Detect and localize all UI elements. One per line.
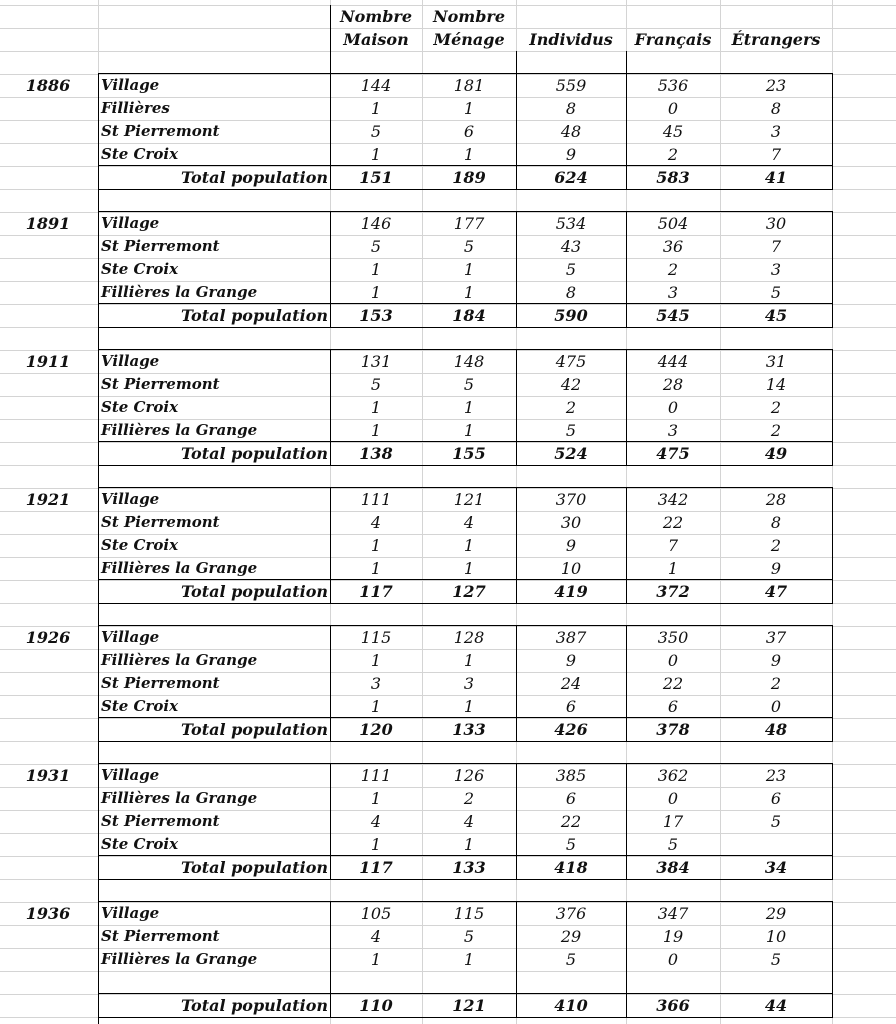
cell-francais[interactable]: 6 [667, 697, 679, 716]
total-etrangers[interactable]: 44 [764, 996, 788, 1015]
total-etrangers[interactable]: 41 [764, 168, 788, 187]
cell-maison[interactable]: 4 [370, 927, 382, 946]
table-row [0, 626, 896, 649]
cell-francais[interactable]: 444 [657, 352, 689, 371]
cell-etrangers[interactable]: 8 [770, 513, 782, 532]
header-menage-line2[interactable]: Ménage [433, 30, 505, 49]
cell-menage[interactable]: 148 [453, 352, 485, 371]
cell-individus[interactable]: 5 [565, 260, 577, 279]
total-etrangers[interactable]: 48 [764, 720, 788, 739]
cell-individus[interactable]: 43 [560, 237, 582, 256]
place-name[interactable]: Village [101, 628, 160, 646]
cell-menage[interactable]: 115 [453, 904, 485, 923]
total-individus[interactable]: 410 [554, 996, 588, 1015]
cell-individus[interactable]: 370 [555, 490, 587, 509]
cell-maison[interactable]: 1 [370, 145, 382, 164]
cell-individus[interactable]: 5 [565, 835, 577, 854]
total-row [0, 442, 896, 465]
place-name[interactable]: Village [101, 766, 160, 784]
cell-individus[interactable]: 10 [560, 559, 582, 578]
cell-maison[interactable]: 115 [360, 628, 392, 647]
total-francais[interactable]: 378 [656, 720, 690, 739]
table-row [0, 948, 896, 971]
cell-etrangers[interactable]: 8 [770, 99, 782, 118]
cell-francais[interactable]: 347 [657, 904, 689, 923]
cell-maison[interactable]: 1 [370, 697, 382, 716]
cell-francais[interactable]: 19 [662, 927, 684, 946]
cell-individus[interactable]: 22 [560, 812, 582, 831]
total-row [0, 166, 896, 189]
cell-etrangers[interactable]: 14 [765, 375, 787, 394]
cell-menage[interactable]: 4 [463, 513, 475, 532]
cell-individus[interactable]: 8 [565, 283, 577, 302]
total-row [0, 580, 896, 603]
cell-francais[interactable]: 45 [662, 122, 684, 141]
total-maison[interactable]: 110 [359, 996, 393, 1015]
total-menage[interactable]: 121 [452, 996, 486, 1015]
cell-individus[interactable]: 48 [560, 122, 582, 141]
total-menage[interactable]: 133 [452, 858, 486, 877]
place-name[interactable]: Ste Croix [101, 697, 179, 715]
cell-maison[interactable]: 4 [370, 513, 382, 532]
cell-francais[interactable]: 1 [667, 559, 679, 578]
place-name[interactable]: Village [101, 490, 160, 508]
cell-etrangers[interactable]: 6 [770, 789, 782, 808]
cell-francais[interactable]: 22 [662, 674, 684, 693]
cell-francais[interactable]: 342 [657, 490, 689, 509]
total-menage[interactable]: 189 [452, 168, 486, 187]
total-row [0, 994, 896, 1017]
table-row [0, 672, 896, 695]
table-row [0, 810, 896, 833]
cell-individus[interactable]: 534 [555, 214, 587, 233]
cell-etrangers[interactable]: 23 [765, 766, 787, 785]
cell-etrangers[interactable]: 0 [770, 697, 782, 716]
place-name[interactable]: Ste Croix [101, 260, 179, 278]
year-label[interactable]: 1931 [25, 766, 71, 785]
cell-etrangers[interactable]: 3 [770, 122, 782, 141]
cell-maison[interactable]: 5 [370, 122, 382, 141]
place-name[interactable]: St Pierremont [101, 122, 220, 140]
cell-maison[interactable]: 4 [370, 812, 382, 831]
total-individus[interactable]: 418 [554, 858, 588, 877]
total-individus[interactable]: 426 [554, 720, 588, 739]
total-label[interactable]: Total population [180, 858, 328, 877]
cell-individus[interactable]: 6 [565, 697, 577, 716]
place-name[interactable]: St Pierremont [101, 513, 220, 531]
cell-menage[interactable]: 5 [463, 375, 475, 394]
block-border-bottom [98, 603, 832, 604]
cell-maison[interactable]: 1 [370, 950, 382, 969]
cell-individus[interactable]: 475 [555, 352, 587, 371]
cell-individus[interactable]: 6 [565, 789, 577, 808]
cell-individus[interactable]: 5 [565, 950, 577, 969]
cell-menage[interactable]: 1 [463, 697, 475, 716]
cell-maison[interactable]: 5 [370, 237, 382, 256]
year-label[interactable]: 1926 [25, 628, 71, 647]
cell-francais[interactable]: 28 [662, 375, 684, 394]
place-name[interactable]: Village [101, 352, 160, 370]
block-border-bottom [98, 465, 832, 466]
place-name[interactable]: Fillières la Grange [101, 950, 258, 968]
table-row [0, 120, 896, 143]
cell-francais[interactable]: 2 [667, 145, 679, 164]
table-row [0, 833, 896, 856]
table-row [0, 97, 896, 120]
cell-individus[interactable]: 42 [560, 375, 582, 394]
total-francais[interactable]: 384 [656, 858, 690, 877]
cell-etrangers[interactable]: 31 [765, 352, 787, 371]
block-border-bottom [98, 1017, 832, 1018]
cell-francais[interactable]: 0 [667, 99, 679, 118]
header-border-vertical [516, 51, 517, 74]
cell-francais[interactable]: 0 [667, 651, 679, 670]
cell-menage[interactable]: 181 [453, 76, 485, 95]
cell-etrangers[interactable]: 9 [770, 559, 782, 578]
cell-menage[interactable]: 1 [463, 99, 475, 118]
cell-francais[interactable]: 0 [667, 950, 679, 969]
total-etrangers[interactable]: 34 [764, 858, 788, 877]
place-name[interactable]: Ste Croix [101, 536, 179, 554]
cell-francais[interactable]: 504 [657, 214, 689, 233]
cell-etrangers[interactable]: 28 [765, 490, 787, 509]
year-label[interactable]: 1911 [25, 352, 71, 371]
table-row [0, 534, 896, 557]
cell-menage[interactable]: 1 [463, 260, 475, 279]
header-individus[interactable]: Individus [529, 30, 613, 49]
total-individus[interactable]: 590 [554, 306, 588, 325]
place-name[interactable]: Fillières [101, 99, 170, 117]
table-row [0, 695, 896, 718]
cell-etrangers[interactable]: 5 [770, 812, 782, 831]
table-row [0, 902, 896, 925]
total-row [0, 304, 896, 327]
cell-menage[interactable]: 4 [463, 812, 475, 831]
total-francais[interactable]: 366 [656, 996, 690, 1015]
cell-maison[interactable]: 3 [370, 674, 382, 693]
cell-individus[interactable]: 376 [555, 904, 587, 923]
cell-menage[interactable]: 121 [453, 490, 485, 509]
total-label[interactable]: Total population [180, 582, 328, 601]
cell-maison[interactable]: 1 [370, 398, 382, 417]
cell-individus[interactable]: 385 [555, 766, 587, 785]
cell-maison[interactable]: 144 [360, 76, 392, 95]
total-etrangers[interactable]: 45 [764, 306, 788, 325]
total-label[interactable]: Total population [180, 996, 328, 1015]
cell-etrangers[interactable]: 10 [765, 927, 787, 946]
cell-etrangers[interactable]: 5 [770, 950, 782, 969]
total-menage[interactable]: 184 [452, 306, 486, 325]
cell-etrangers[interactable]: 23 [765, 76, 787, 95]
cell-menage[interactable]: 5 [463, 927, 475, 946]
cell-maison[interactable]: 1 [370, 536, 382, 555]
cell-menage[interactable]: 1 [463, 283, 475, 302]
cell-francais[interactable]: 362 [657, 766, 689, 785]
cell-etrangers[interactable]: 37 [765, 628, 787, 647]
cell-etrangers[interactable]: 3 [770, 260, 782, 279]
block-border-bottom [98, 741, 832, 742]
cell-individus[interactable]: 559 [555, 76, 587, 95]
total-label[interactable]: Total population [180, 444, 328, 463]
cell-maison[interactable]: 1 [370, 99, 382, 118]
cell-etrangers[interactable]: 7 [770, 237, 782, 256]
cell-maison[interactable]: 1 [370, 260, 382, 279]
cell-francais[interactable]: 2 [667, 260, 679, 279]
total-maison[interactable]: 151 [359, 168, 393, 187]
header-row-1 [0, 5, 896, 28]
table-row [0, 764, 896, 787]
header-francais[interactable]: Français [634, 30, 712, 49]
cell-maison[interactable]: 1 [370, 421, 382, 440]
cell-francais[interactable]: 536 [657, 76, 689, 95]
gridline-horizontal [0, 971, 896, 972]
table-row [0, 281, 896, 304]
cell-francais[interactable]: 3 [667, 421, 679, 440]
place-name[interactable]: Ste Croix [101, 145, 179, 163]
table-row [0, 350, 896, 373]
table-row [0, 488, 896, 511]
cell-francais[interactable]: 0 [667, 789, 679, 808]
table-row [0, 396, 896, 419]
place-name[interactable]: Fillières la Grange [101, 283, 258, 301]
cell-individus[interactable]: 8 [565, 99, 577, 118]
total-maison[interactable]: 153 [359, 306, 393, 325]
place-name[interactable]: Fillières la Grange [101, 559, 258, 577]
cell-menage[interactable]: 126 [453, 766, 485, 785]
header-etrangers[interactable]: Étrangers [731, 30, 821, 49]
total-etrangers[interactable]: 47 [764, 582, 788, 601]
cell-etrangers[interactable]: 2 [770, 398, 782, 417]
cell-individus[interactable]: 2 [565, 398, 577, 417]
header-menage-line1[interactable]: Nombre [432, 7, 506, 26]
block-border-bottom [98, 327, 832, 328]
cell-etrangers[interactable]: 29 [765, 904, 787, 923]
cell-francais[interactable]: 5 [667, 835, 679, 854]
cell-menage[interactable]: 2 [463, 789, 475, 808]
year-label[interactable]: 1891 [25, 214, 71, 233]
cell-individus[interactable]: 24 [560, 674, 582, 693]
place-name[interactable]: Village [101, 904, 160, 922]
cell-individus[interactable]: 29 [560, 927, 582, 946]
total-label[interactable]: Total population [180, 720, 328, 739]
place-name[interactable]: Village [101, 214, 160, 232]
cell-etrangers[interactable]: 7 [770, 145, 782, 164]
cell-etrangers[interactable] [721, 833, 831, 856]
cell-maison[interactable]: 1 [370, 559, 382, 578]
table-row [0, 74, 896, 97]
cell-francais[interactable]: 350 [657, 628, 689, 647]
table-row [0, 373, 896, 396]
year-label[interactable]: 1886 [25, 76, 71, 95]
cell-menage[interactable]: 3 [463, 674, 475, 693]
place-name[interactable]: St Pierremont [101, 812, 220, 830]
place-name[interactable]: Fillières la Grange [101, 421, 258, 439]
cell-menage[interactable]: 6 [463, 122, 475, 141]
year-label[interactable]: 1921 [25, 490, 71, 509]
cell-maison[interactable]: 1 [370, 789, 382, 808]
total-francais[interactable]: 372 [656, 582, 690, 601]
table-row [0, 649, 896, 672]
cell-etrangers[interactable]: 2 [770, 421, 782, 440]
cell-menage[interactable]: 177 [453, 214, 485, 233]
total-francais[interactable]: 475 [656, 444, 690, 463]
place-name[interactable]: Fillières la Grange [101, 651, 258, 669]
total-row [0, 718, 896, 741]
cell-individus[interactable]: 30 [560, 513, 582, 532]
table-row [0, 419, 896, 442]
cell-individus[interactable]: 9 [565, 145, 577, 164]
table-row [0, 511, 896, 534]
total-individus[interactable]: 419 [554, 582, 588, 601]
place-name[interactable]: Village [101, 76, 160, 94]
place-name[interactable]: Ste Croix [101, 835, 179, 853]
total-individus[interactable]: 624 [554, 168, 588, 187]
cell-menage[interactable]: 1 [463, 651, 475, 670]
cell-francais[interactable]: 17 [662, 812, 684, 831]
cell-francais[interactable]: 3 [667, 283, 679, 302]
header-row-2 [0, 28, 896, 51]
place-name[interactable]: St Pierremont [101, 674, 220, 692]
total-menage[interactable]: 155 [452, 444, 486, 463]
year-label[interactable]: 1936 [25, 904, 71, 923]
block-border-bottom [98, 879, 832, 880]
total-individus[interactable]: 524 [554, 444, 588, 463]
cell-francais[interactable]: 0 [667, 398, 679, 417]
cell-maison[interactable]: 146 [360, 214, 392, 233]
cell-individus[interactable]: 5 [565, 421, 577, 440]
place-name[interactable]: Ste Croix [101, 398, 179, 416]
cell-etrangers[interactable]: 5 [770, 283, 782, 302]
cell-maison[interactable]: 1 [370, 651, 382, 670]
block-border-bottom [98, 189, 832, 190]
place-name[interactable]: St Pierremont [101, 237, 220, 255]
cell-etrangers[interactable]: 30 [765, 214, 787, 233]
total-row [0, 856, 896, 879]
cell-individus[interactable]: 9 [565, 536, 577, 555]
header-maison-line1[interactable]: Nombre [339, 7, 413, 26]
cell-maison[interactable]: 1 [370, 283, 382, 302]
gridline-horizontal [0, 51, 896, 52]
cell-menage[interactable]: 1 [463, 950, 475, 969]
cell-maison[interactable]: 105 [360, 904, 392, 923]
table-row [0, 143, 896, 166]
place-name[interactable]: St Pierremont [101, 927, 220, 945]
cell-etrangers[interactable]: 9 [770, 651, 782, 670]
place-name[interactable]: St Pierremont [101, 375, 220, 393]
cell-maison[interactable]: 1 [370, 835, 382, 854]
cell-menage[interactable]: 1 [463, 536, 475, 555]
table-row [0, 557, 896, 580]
cell-menage[interactable]: 1 [463, 145, 475, 164]
cell-etrangers[interactable]: 2 [770, 674, 782, 693]
cell-etrangers[interactable]: 2 [770, 536, 782, 555]
cell-menage[interactable]: 1 [463, 421, 475, 440]
cell-individus[interactable]: 387 [555, 628, 587, 647]
total-maison[interactable]: 117 [359, 582, 393, 601]
cell-maison[interactable]: 111 [360, 766, 392, 785]
cell-individus[interactable]: 9 [565, 651, 577, 670]
cell-menage[interactable]: 128 [453, 628, 485, 647]
table-row [0, 925, 896, 948]
cell-menage[interactable]: 5 [463, 237, 475, 256]
cell-maison[interactable]: 131 [360, 352, 392, 371]
header-border-vertical [626, 51, 627, 74]
total-francais[interactable]: 583 [656, 168, 690, 187]
table-row [0, 258, 896, 281]
total-menage[interactable]: 133 [452, 720, 486, 739]
total-maison[interactable]: 138 [359, 444, 393, 463]
cell-maison[interactable]: 111 [360, 490, 392, 509]
total-etrangers[interactable]: 49 [764, 444, 788, 463]
total-label[interactable]: Total population [180, 306, 328, 325]
cell-menage[interactable]: 1 [463, 398, 475, 417]
header-maison-line2[interactable]: Maison [343, 30, 409, 49]
total-menage[interactable]: 127 [452, 582, 486, 601]
cell-francais[interactable]: 7 [667, 536, 679, 555]
total-label[interactable]: Total population [180, 168, 328, 187]
total-francais[interactable]: 545 [656, 306, 690, 325]
place-name[interactable]: Fillières la Grange [101, 789, 258, 807]
cell-francais[interactable]: 36 [662, 237, 684, 256]
cell-menage[interactable]: 1 [463, 559, 475, 578]
cell-menage[interactable]: 1 [463, 835, 475, 854]
total-maison[interactable]: 117 [359, 858, 393, 877]
cell-maison[interactable]: 5 [370, 375, 382, 394]
cell-francais[interactable]: 22 [662, 513, 684, 532]
table-row [0, 235, 896, 258]
total-maison[interactable]: 120 [359, 720, 393, 739]
table-row [0, 212, 896, 235]
table-row [0, 787, 896, 810]
